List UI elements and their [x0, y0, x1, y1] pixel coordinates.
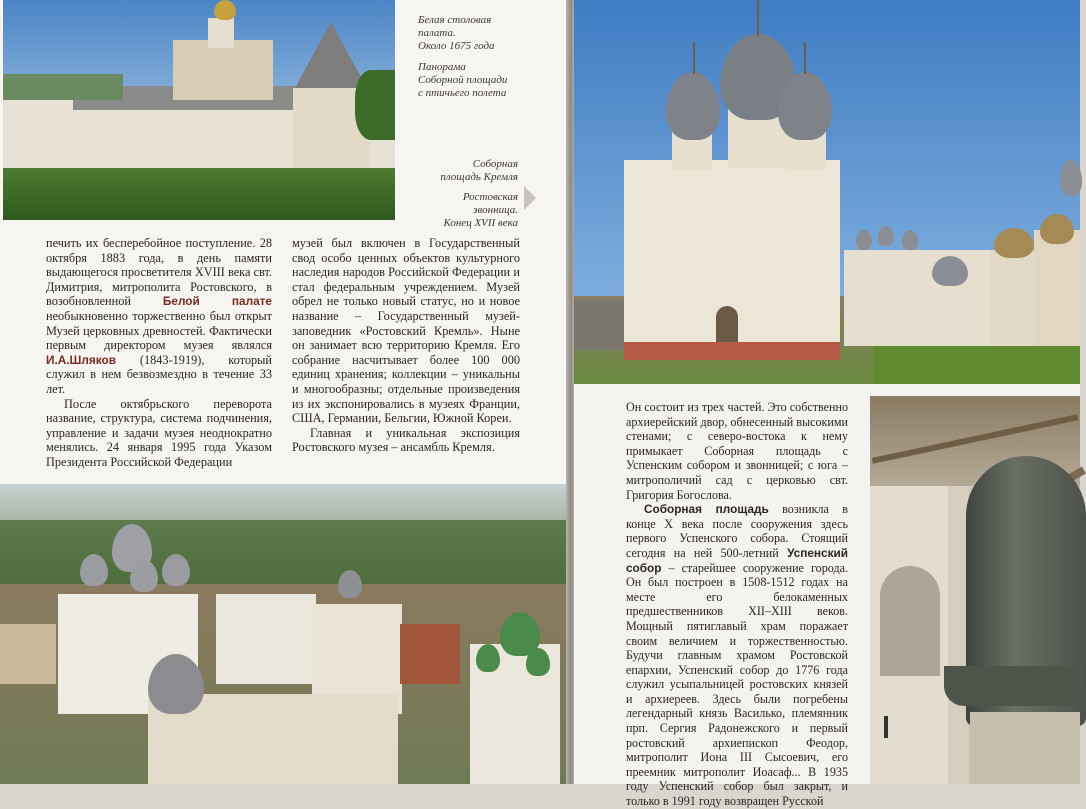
paragraph: Он состоит из трех частей. Это собственно архиерейский двор, обнесенный высокими стенами; с северо-востока к нему примыкает Соборная площадь с Успенским собором и звонницей; с юга – митрополичий сад с церковью свт. Григория Богослова. — [626, 400, 848, 502]
assumption-cathedral-photo — [574, 0, 1080, 384]
left-text-column-2 — [292, 236, 520, 455]
arrow-right-icon — [524, 186, 536, 210]
caption-cathedral-square: Соборная площадь Кремля — [440, 158, 518, 183]
caption-panorama: Панорама Соборной площади с птичьего полета — [418, 61, 508, 99]
paragraph: Соборная площадь возникла в конце X века после сооружения здесь первого Успенского собора. Стоящий сегодня на ней 500-летний Успенский собор – старейшее сооружение города. Он был построен в 1508-1512 годах на месте его белокаменных предшественников XII–XIII веков. Мощный пятиглавый храм поражает своим величием и торжественностью. Будучи главным храмом Ростовской епархии, Успенский собор до 1776 года служил усыпальницей ростовских князей и архиереев. Здесь были погребены легендарный князь Василько, племянник прп. Сергия Радонежского и первый ростовский архиепископ Феодор, митрополит Иона III Сысоевич, его преемник митрополит Иоасаф... В 1935 году Успенский собор был закрыт, и только в 1991 году возвращен Русской — [626, 502, 848, 809]
caption-white-hall: Белая столовая палата. Около 1675 года — [418, 14, 495, 52]
caption-belfry: Ростовская звонница. Конец XVII века — [443, 191, 518, 229]
paragraph: музей был включен в Государственный свод особо ценных объектов культурного наследия народов Российской Федерации и стал федеральным учреждением. Музей обрел не только новый статус, но и новое название – Государственный музей-заповедник «Ростовский Кремль». Ныне он занимает всю территорию Кремля. Его собрание насчитывает более 100 000 единиц хранения; коллекции – уникальны и многообразны; отдельные произведения из их экспонировались в музеях Франции, США, Германии, Бельгии, Южной Кореи. — [292, 236, 520, 426]
right-page — [574, 0, 1080, 809]
paragraph: печить их бесперебойное поступление. 28 октября 1883 года, в день памяти выдающегося просветителя XVIII века свт. Димитрия, митрополита Ростовского, в возобновленной Белой палате необыкновенно торжественно был открыт Музей церковных древностей. Фактически первым директором музея являлся И.А.Шляков (1843-1919), который служил в нем безвозмездно в течение 33 лет. — [46, 236, 272, 396]
paragraph: Главная и уникальная экспозиция Ростовского музея – ансамбль Кремля. — [292, 425, 520, 455]
paragraph: После октябрьского переворота название, структура, система подчинения, управление и задачи музея неоднократно менялись. 24 января 1995 года Указом Президента Российской Федерации — [46, 396, 272, 469]
aerial-panorama-photo — [0, 484, 568, 784]
left-text-column-1 — [46, 236, 272, 470]
belfry-bell-photo — [870, 396, 1080, 784]
right-text-column — [626, 400, 848, 809]
white-hall-photo — [3, 0, 395, 220]
